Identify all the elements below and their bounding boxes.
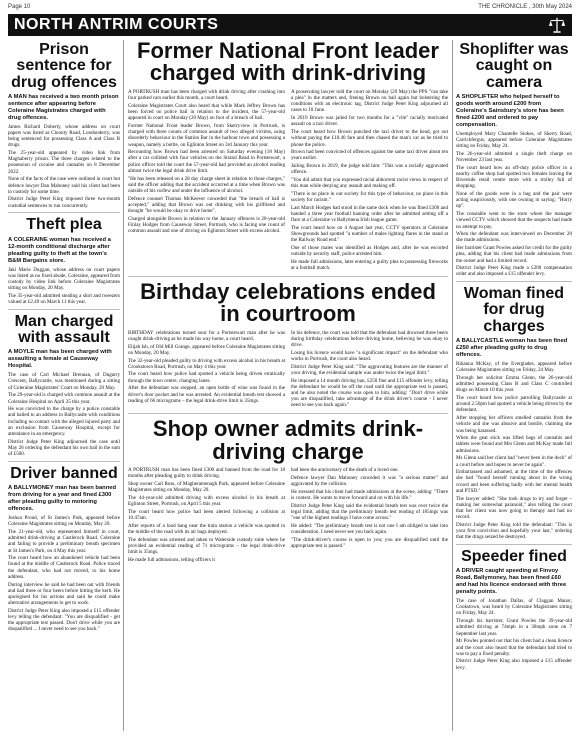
- story-text-col: [291, 89, 448, 273]
- story-paragraph: None of the goods were in a bag and the pair were acting suspiciously, with one owning in saying: "Hurry up".: [456, 191, 572, 210]
- headline: Theft plea: [26, 216, 102, 234]
- column-rule: [123, 40, 124, 731]
- page-header: [8, 4, 572, 14]
- story-lead: A MAN has received a two month prison sentence after appearing before Coleraine Magistrates charged with drug offences.: [8, 93, 119, 121]
- story-paragraph: The 21-year-old, who represented himself in court, admitted drink-driving at Castlerock Road, Coleraine and failing to provide a preliminary breath specimen at St James's Park, on 4 May this year.: [8, 528, 120, 554]
- story-top: [128, 40, 448, 277]
- story-paragraph: The 26-year-old admitted a single theft charge on November 23 last year.: [456, 150, 572, 164]
- story-paragraph: None of the facts of the case were outlined in court but defence lawyer Dan Mahoney said his client had been in custody for some time.: [8, 176, 120, 195]
- story: [8, 42, 120, 213]
- story-paragraph: After stopping her officers smelled cannabis from the vehicle and she was abusive and hostile, claiming she was being harassed.: [456, 415, 572, 434]
- section-title: NORTH ANTRIM COURTS: [14, 16, 219, 33]
- column-rule: [452, 40, 453, 731]
- headline: Former National Front leader charged with drink-driving: [137, 38, 439, 86]
- story-paragraph: Recounting how Brown had been arrested on Saturday evening (18 May) after a car collided with four vehicles on the Strand Road in Portstewart, a police officer told the court the 57-year-old had provided an alcohol reading almost twice the legal drink drive limit.: [128, 149, 285, 174]
- scales-of-justice-icon: [548, 16, 566, 34]
- story-paragraph: The court heard how an off-duty police officer in a nearby coffee shop had spotted two females leaving the Riverside retail centre store with a trolley full of shopping.: [456, 164, 572, 190]
- story-paragraph: The court heard how police had spotted a vehicle being driven erratically through the town centre, changing lanes.: [128, 371, 285, 384]
- story-paragraph: The lawyer added: "She took drugs to try and forget – making her somewhat paranoid," also telling the court that her client was now going to therapy and had no record.: [456, 495, 572, 521]
- story-paragraph: The 44-year-old admitted driving with excess alcohol in his breath at Eglinton Street, Portrush, on April 5 this year.: [128, 494, 285, 508]
- story-paragraph: He stressed that his client had made admissions at the scene, adding: "There is context. He wants to move forward and on with his life.": [291, 488, 448, 501]
- story-paragraph: Ms Glenn said her client had "never been in the dock" of a court before and hopes to never be again".: [456, 455, 572, 468]
- story: [8, 314, 120, 462]
- story-paragraph: Losing his licence would have "a significant impact" on the defendant who works in Portrush, the court also heard.: [291, 349, 448, 363]
- story-paragraph: The constable went to the store where the manager viewed CCTV which showed that the suspects had made no attempt to pay.: [456, 211, 572, 230]
- story-paragraph: "He has been released on a 28 day charge sheet in relation to those charges," said the officer adding that the accident occurred at a time when Brown was outside of his curfew and under the influence of alcohol.: [128, 175, 285, 194]
- story-paragraph: In 2019 Brown was jailed for two months for a "vile" racially motivated assault on a taxi driver.: [291, 115, 448, 128]
- story-paragraph: District Judge Peter King made a £200 compensation order and also imposed a £15 offender levy.: [456, 265, 572, 278]
- story-paragraph: Defence lawyer Dan Mahoney conceded it was "a serious matter" and aggravated by the collision.: [291, 474, 448, 487]
- story-paragraph: BIRTHDAY celebrations turned sour for a Portstewart man after he was caught drink-driving as he made his way home, a court heard.: [128, 329, 285, 342]
- story-paragraph: Former National Front leader Brown, from Skerryview in Portrush, is charged with three counts of common assault of two alleged victims, using disorderly behaviour in the Station Bar in the harbour town and possessing a weapon, namely a bottle, on Eglinton Street on 3rd January this year.: [128, 122, 285, 148]
- story-paragraph: Shop owner Carl Ross, of Magheramenagh Park, appeared before Coleraine Magistrates sitting on Monday, May 20.: [128, 480, 285, 494]
- story-paragraph: The court heard how on 4 August last year, CCTV operators at Coleraine Showgrounds had spotted "a number of males lighting flares in the stand at the Railway Road end.": [291, 224, 448, 244]
- headline: Man charged with assault: [14, 312, 114, 347]
- story-paragraph: District Judge Peter King told the defendant: "This is your first conviction and hopefully your last," ordering that the drugs seized be destroyed.: [456, 521, 572, 541]
- story-paragraph: He imposed a 14 month driving ban, £250 fine and £15 offender levy, telling the defendant he would be off the road until the appropriate test is passed, and he also noted the course was open to him, adding: "Don't drive while you are disqualified, take advantage of the drink driver's course - I never need to see you back again.": [291, 377, 448, 409]
- story-paragraph: A prosecuting lawyer told the court on Monday (20 May) the PPS "can take a plea" in the matters and, freeing Brown on bail again but bolstering the conditions with an electronic tag, District Judge Peter King adjourned all cases to 10 June.: [291, 88, 448, 114]
- story-paragraph: He added: "The preliminary breath test is not one I am obliged to take into consideration. I need never see you back again.: [291, 522, 448, 535]
- story-lead: A MOYLE man has been charged with assaulting a female at Causeway Hospital.: [8, 349, 112, 370]
- story-lead: A BALLYCASTLE woman has been fined £250 after pleading guilty to drug offences.: [456, 338, 568, 359]
- story-text-col: [128, 89, 285, 273]
- story-paragraph: When the gear stick was lifted bags of cannabis and tablets were found and Mrs Glenn and McKay made full admissions.: [456, 435, 572, 454]
- story-text-col: [291, 467, 448, 564]
- headline: Prison sentence for drug offences: [11, 41, 117, 91]
- story-paragraph: Elijah Ish, of Old Mill Grange, appeared before Coleraine Magistrates sitting on Monday, 20 May.: [128, 343, 286, 356]
- story-text-col: [291, 330, 448, 410]
- story-paragraph: Jailing Brown in 2019, the judge told him: "This was a racially aggravated offence.: [291, 163, 448, 176]
- story-paragraph: Last March Hodges had stood in the same dock when he was fined £300 and handed a three year football banning order after he admitted setting off a flare at a Coleraine vs Ballymena Irish league game.: [291, 204, 448, 224]
- story-paragraph: When the defendant was interviewed on December 20 she made admissions.: [456, 231, 572, 244]
- left-column: [8, 40, 120, 640]
- publication-date: THE CHRONICLE , 30th May 2024: [478, 4, 572, 10]
- headline: Shop owner admits drink-driving charge: [152, 416, 424, 464]
- story-paragraph: District Judge Peter King adjourned the case until May 28 ordering the defendant his own bail in the sum of £500.: [8, 438, 120, 458]
- story-paragraph: One of those males was identified as Hodges and, after he was escorted outside by security staff, police arrested him.: [291, 245, 448, 258]
- story-paragraph: The 32-year-old pleaded guilty to driving with excess alcohol in his breath at Crookstown Road, Portrush, on May 4 this year.: [128, 357, 285, 370]
- story-paragraph: After reports of a loud bang near the train station a vehicle was spotted in the middle of the road with its air bags deployed.: [128, 522, 285, 535]
- story-paragraph: "There is no place in our society for this type of behaviour, no place in this society for racism.": [291, 190, 448, 204]
- story-paragraph: District Judge Peter King also imposed a £15 offender levy telling the defendant: "You are disqualified - get the appropriate test passed. Don't drive while you are disqualified ... I never need to see you back.": [8, 607, 120, 633]
- story-paragraph: A PORTRUSH man has been fined £300 and banned from the road for 18 months after pleading guilty to drink driving.: [128, 467, 285, 480]
- story-paragraph: Embarrassed and ashamed, at the time of the offences she had "found herself running about in the wrong crowd and been suffering badly with her mental health and PTSD.": [456, 469, 572, 494]
- story-paragraph: The court heard how an abandoned vehicle had been found at the middle of Castlerock Road. Police traced the defendant, who had not moved, to his home address.: [8, 555, 120, 580]
- headline: Woman fined for drug charges: [463, 285, 565, 335]
- story: [456, 549, 572, 674]
- story-paragraph: The 29-year-old is charged with common assault at the Coleraine Hospital on April 25 this year.: [8, 392, 120, 405]
- headline: Speeder fined: [461, 547, 567, 565]
- story-paragraph: had been the anniversary of the death of a loved one.: [291, 467, 399, 474]
- story: [456, 286, 572, 545]
- story-paragraph: Jaki Marie Duggan, whose address on court papers was listed as no fixed abode, Coleraine, appeared from custody by video link before Coleraine Magistrates sitting on Monday, 20 May.: [8, 266, 120, 292]
- story: [8, 217, 120, 309]
- story-paragraph: District Judge Peter King imposed three two-month custodial sentences to run concurrently.: [8, 196, 120, 209]
- story-paragraph: The court heard how police patrolling Ballycastle at around 2.50pm had spotted a vehicle being driven by the defendant.: [456, 394, 572, 414]
- story-text-col: [128, 330, 285, 410]
- story-paragraph: In his defence, the court was told that the defendant had drowned three beers during birthday celebrations before driving home, believing he was okay to drive.: [291, 329, 448, 349]
- story-paragraph: The defendant was arrested and taken to Waterside custody suite where he provided an evidential reading of 71 micrograms – the legal drink-drive limit is 35mgs.: [128, 536, 285, 555]
- story-lead: A BALLYMONEY man has been banned from driving for a year and fined £300 after pleading guilty to motoring offences.: [8, 485, 117, 513]
- center-column: [128, 40, 448, 571]
- headline: Driver banned: [10, 464, 118, 482]
- story-paragraph: During interview he said he had been out with friends and had three or four beers before hitting the kerb. He apologised for his actions and said he could make alternative arrangements to get to work.: [8, 581, 120, 607]
- story-paragraph: The case of Carl Michael Brennan, of Dugarry Crescent, Ballycastle, was mentioned during a sitting of Coleraine Magistrates' Court on Monday, 20 May.: [8, 372, 120, 391]
- story-paragraph: James Richard Doherty, whose address on court papers was listed as Cloonty Road, Londonderry, was being sentenced for possessing Class A and Class B drugs.: [8, 123, 120, 149]
- section-banner: [8, 14, 572, 36]
- story-paragraph: After the defendant was stopped, an open bottle of wine was found in the driver's door pocket and he was arrested. An evidential breath test showed a reading of 66 micrograms – the legal drink-drive limit is 35mgs.: [128, 385, 285, 404]
- story-paragraph: The 25-year-old appeared by video link from Maghaberry prison. The three charges related to the possession of cocaine and cannabis on 8 December 2022.: [8, 150, 120, 175]
- story-paragraph: Through her solicitor Emma Glenn, the 26-year-old admitted possessing Class B and Class C controlled drugs on March 10 this year.: [456, 374, 572, 394]
- story-paragraph: The court heard how Brown punched the taxi driver to the head, got out without paying the £18.40 fare and then chased the man's car as he tried to phone the police.: [291, 129, 448, 148]
- story-paragraph: Through his barrister, Grant Powles the 39-year-old admitted driving at 74mph in a 30mph zone on 7 September last year.: [456, 618, 572, 637]
- story-paragraph: Defence counsel Thomas McKeever conceded that "the breach of bail is accepted," adding that Brown was out drinking with his girlfriend and thought "he would be okay to drive home".: [128, 195, 285, 215]
- story-lead: A DRIVER caught speeding at Finvoy Road, Ballymoney, has been fined £60 and had his licence endorsed with three penalty points.: [456, 568, 567, 596]
- story-paragraph: Joshua Proud, of St James's Park, appeared before Coleraine Magistrates sitting on Monday, May 20.: [8, 514, 120, 528]
- page-number: Page 10: [8, 4, 31, 10]
- story-text-col: [128, 467, 285, 564]
- story-paragraph: "You did admit that you expressed racial abhorrent racist views in respect of this man while denying any assault and making off.: [291, 177, 448, 190]
- story-paragraph: He made full admissions, later entering a guilty plea to possessing fireworks at a football match.: [291, 258, 448, 272]
- right-column: [456, 40, 572, 678]
- story: [8, 466, 120, 636]
- story-paragraph: Her barrister Grant Powles asked for credit for the guilty plea, adding that his client had made admissions from the outset and had a limited record.: [456, 245, 572, 264]
- story-mid: [128, 278, 448, 414]
- headline: Shoplifter was caught on camera: [459, 41, 569, 91]
- story-paragraph: The court heard how police had been alerted following a collision at 10.47am.: [128, 508, 285, 521]
- story-paragraph: Coleraine Magistrates Court also heard that while Mark Jeffrey Brown has been forced on police bail in relation to the incident, the 57-year-old appeared in court on Monday (20 May) on foot of a breach of bail.: [128, 102, 285, 122]
- story-paragraph: He was convicted to the charge by a police constable and bailed to an address in Ballycastle with conditions including no contact with the alleged injured party and an exclusion from Causeway Hospital, except for attendance in an emergency.: [8, 406, 120, 438]
- story-paragraph: Mr Powles pointed out that his client had a clean licence and the court also heard that the defendant had tried to was to pay a fixed penalty.: [456, 638, 572, 657]
- story-paragraph: The 35-year-old admitted stealing a shirt and tweezers valued at £2.49 on March 11 this year.: [8, 292, 120, 306]
- story-paragraph: District Judge Peter King said the evidential breath test was over twice the legal limit, adding that the preliminary breath test reading of 185mgs was "one of the highest readings I have come across.": [291, 502, 448, 521]
- story-paragraph: Brown had been convicted of offences against the same taxi driver about ten years earlier.: [291, 149, 448, 162]
- story-paragraph: Rihanna McKay, of the Everglades, appeared before Coleraine Magistrates sitting on Friday, 24 May.: [456, 360, 572, 374]
- story-paragraph: The case of Jonathan Dallas, of Claggan Manor, Cookstown, was heard by Coleraine Magistrates sitting on Friday, May 24.: [456, 598, 572, 617]
- story-paragraph: Charged alongside Brown in relation to the January offences is 20-year-old Finlay Hodges from Causeway Street, Portrush, who is facing one count of common assault and one of driving on Eglinton Street with excess alcohol.: [128, 215, 285, 235]
- headline: Birthday celebrations ended in courtroom: [140, 278, 436, 327]
- story-lead: A SHOPLIFTER who helped herself to goods worth around £200 from Coleraine's Sainsbury's store has been fined £200 and ordered to pay compensation.: [456, 93, 564, 128]
- story-paragraph: District Judge Peter King also imposed a £15 offender levy.: [456, 658, 572, 671]
- story-paragraph: Unemployed Mary Chantelle Stokes, of Skerry Road, Carrickfergus, appeared before Coleraine Magistrates sitting on Friday, May 24.: [456, 130, 572, 150]
- story-paragraph: District Judge Peter King said: "The aggravating features are the manner of your driving, the evidential sample was under twice the legal limit.": [291, 363, 448, 376]
- story-paragraph: "The drink-driver's course is open to you; you are disqualified until the appropriate test is passed.": [291, 536, 448, 549]
- story-paragraph: He made full admissions, telling officers it: [128, 556, 215, 563]
- story-lead: A COLERAINE woman has received a 12-month conditional discharge after pleading guilty to theft at the town's B&M Bargains store.: [8, 236, 111, 264]
- story: [456, 42, 572, 282]
- story-paragraph: A PORTRUSH man has been charged with drink driving after crashing into four parked cars earlier this month, a court heard.: [128, 88, 285, 102]
- story-bottom: [128, 418, 448, 567]
